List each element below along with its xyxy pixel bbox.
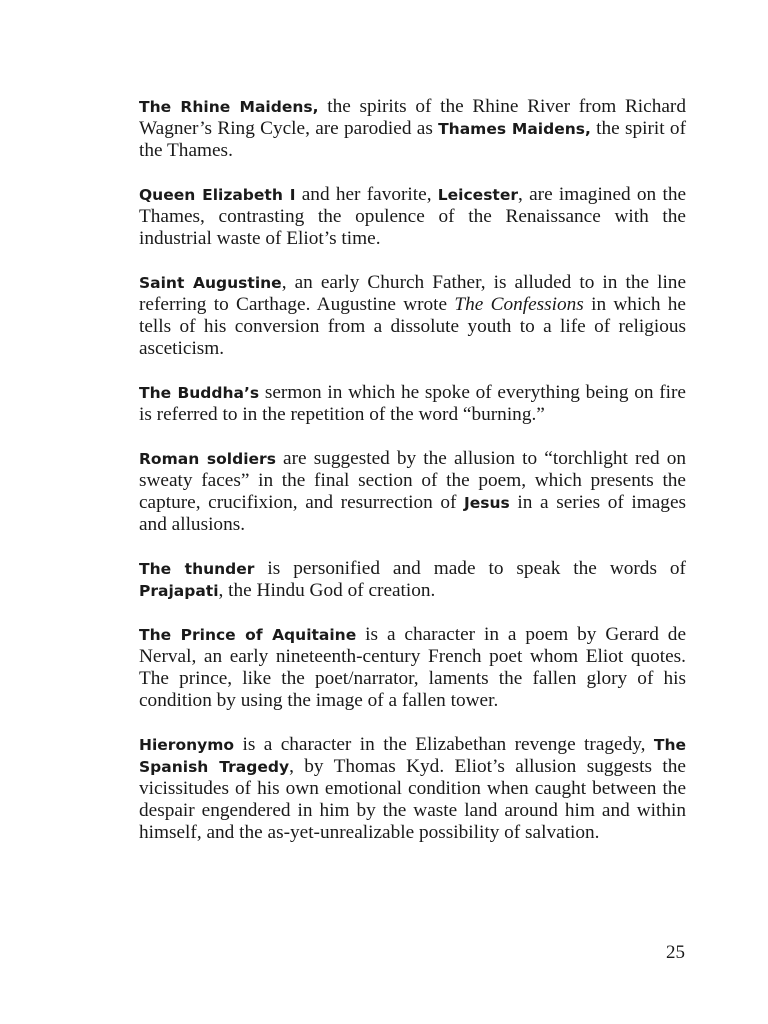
- term-leicester: Leicester: [437, 186, 518, 204]
- paragraph-text: in which he tells of his conversion from a dissolute youth to a life of religious asceticism.: [139, 294, 686, 359]
- term-saint-augustine: Saint Augustine: [139, 274, 282, 292]
- paragraph-prince-of-aquitaine: [139, 624, 686, 712]
- paragraph-text: is a character in the Elizabethan revenge tragedy,: [234, 734, 654, 755]
- term-rhine-maidens: The Rhine Maidens,: [139, 98, 319, 116]
- paragraph-text: is personified and made to speak the words of: [254, 558, 686, 579]
- term-prince-of-aquitaine: The Prince of Aquitaine: [139, 626, 357, 644]
- paragraph-text: the spirits of the Rhine River from Richard Wagner’s Ring Cycle, are parodied as: [139, 96, 686, 139]
- term-the-spanish-tragedy: The Spanish Tragedy: [139, 736, 686, 776]
- paragraph-text: the spirit of the Thames.: [139, 118, 686, 161]
- term-thames-maidens: Thames Maidens,: [438, 120, 591, 138]
- paragraph-roman-soldiers: [139, 448, 686, 536]
- paragraph-saint-augustine: [139, 272, 686, 360]
- paragraph-hieronymo: [139, 734, 686, 844]
- paragraph-rhine-maidens: [139, 96, 686, 162]
- page-number: 25: [666, 942, 685, 963]
- paragraph-thunder: [139, 558, 686, 602]
- paragraph-text: in a series of images and allusions.: [139, 492, 686, 535]
- paragraph-queen-elizabeth: [139, 184, 686, 250]
- term-queen-elizabeth: Queen Elizabeth I: [139, 186, 296, 204]
- paragraph-text: is a character in a poem by Gerard de Nerval, an early nineteenth-century French poet whom Eliot quotes. The prince, like the poet/narrator, laments the fallen glory of his condition by using the image of a fallen tower.: [139, 624, 686, 711]
- paragraph-text: and her favorite,: [295, 184, 438, 205]
- term-the-thunder: The thunder: [139, 560, 255, 578]
- title-the-confessions: The Confessions: [454, 294, 584, 315]
- paragraph-buddha: [139, 382, 686, 426]
- term-prajapati: Prajapati: [139, 582, 219, 600]
- paragraph-text: are suggested by the allusion to “torchlight red on sweaty faces” in the final section of the poem, which presents the capture, crucifixion, and resurrection of: [139, 448, 686, 513]
- term-hieronymo: Hieronymo: [139, 736, 235, 754]
- paragraph-text: , by Thomas Kyd. Eliot’s allusion suggests the vicissitudes of his own emotional condition when caught between the despair engendered in him by the waste land around him and within himself, and the as-yet-unrealizable possibility of salvation.: [139, 756, 686, 843]
- term-roman-soldiers: Roman soldiers: [139, 450, 276, 468]
- paragraph-text: , an early Church Father, is alluded to in the line referring to Carthage. Augustine wrote: [139, 272, 687, 315]
- paragraph-text: , are imagined on the Thames, contrasting the opulence of the Renaissance with the industrial waste of Eliot’s time.: [139, 184, 687, 249]
- term-the-buddha: The Buddha’s: [139, 384, 260, 402]
- paragraph-text: sermon in which he spoke of everything being on fire is referred to in the repetition of the word “burning.”: [139, 382, 686, 425]
- paragraph-text: , the Hindu God of creation.: [218, 580, 436, 601]
- page-body: [139, 96, 686, 866]
- term-jesus: Jesus: [464, 494, 510, 512]
